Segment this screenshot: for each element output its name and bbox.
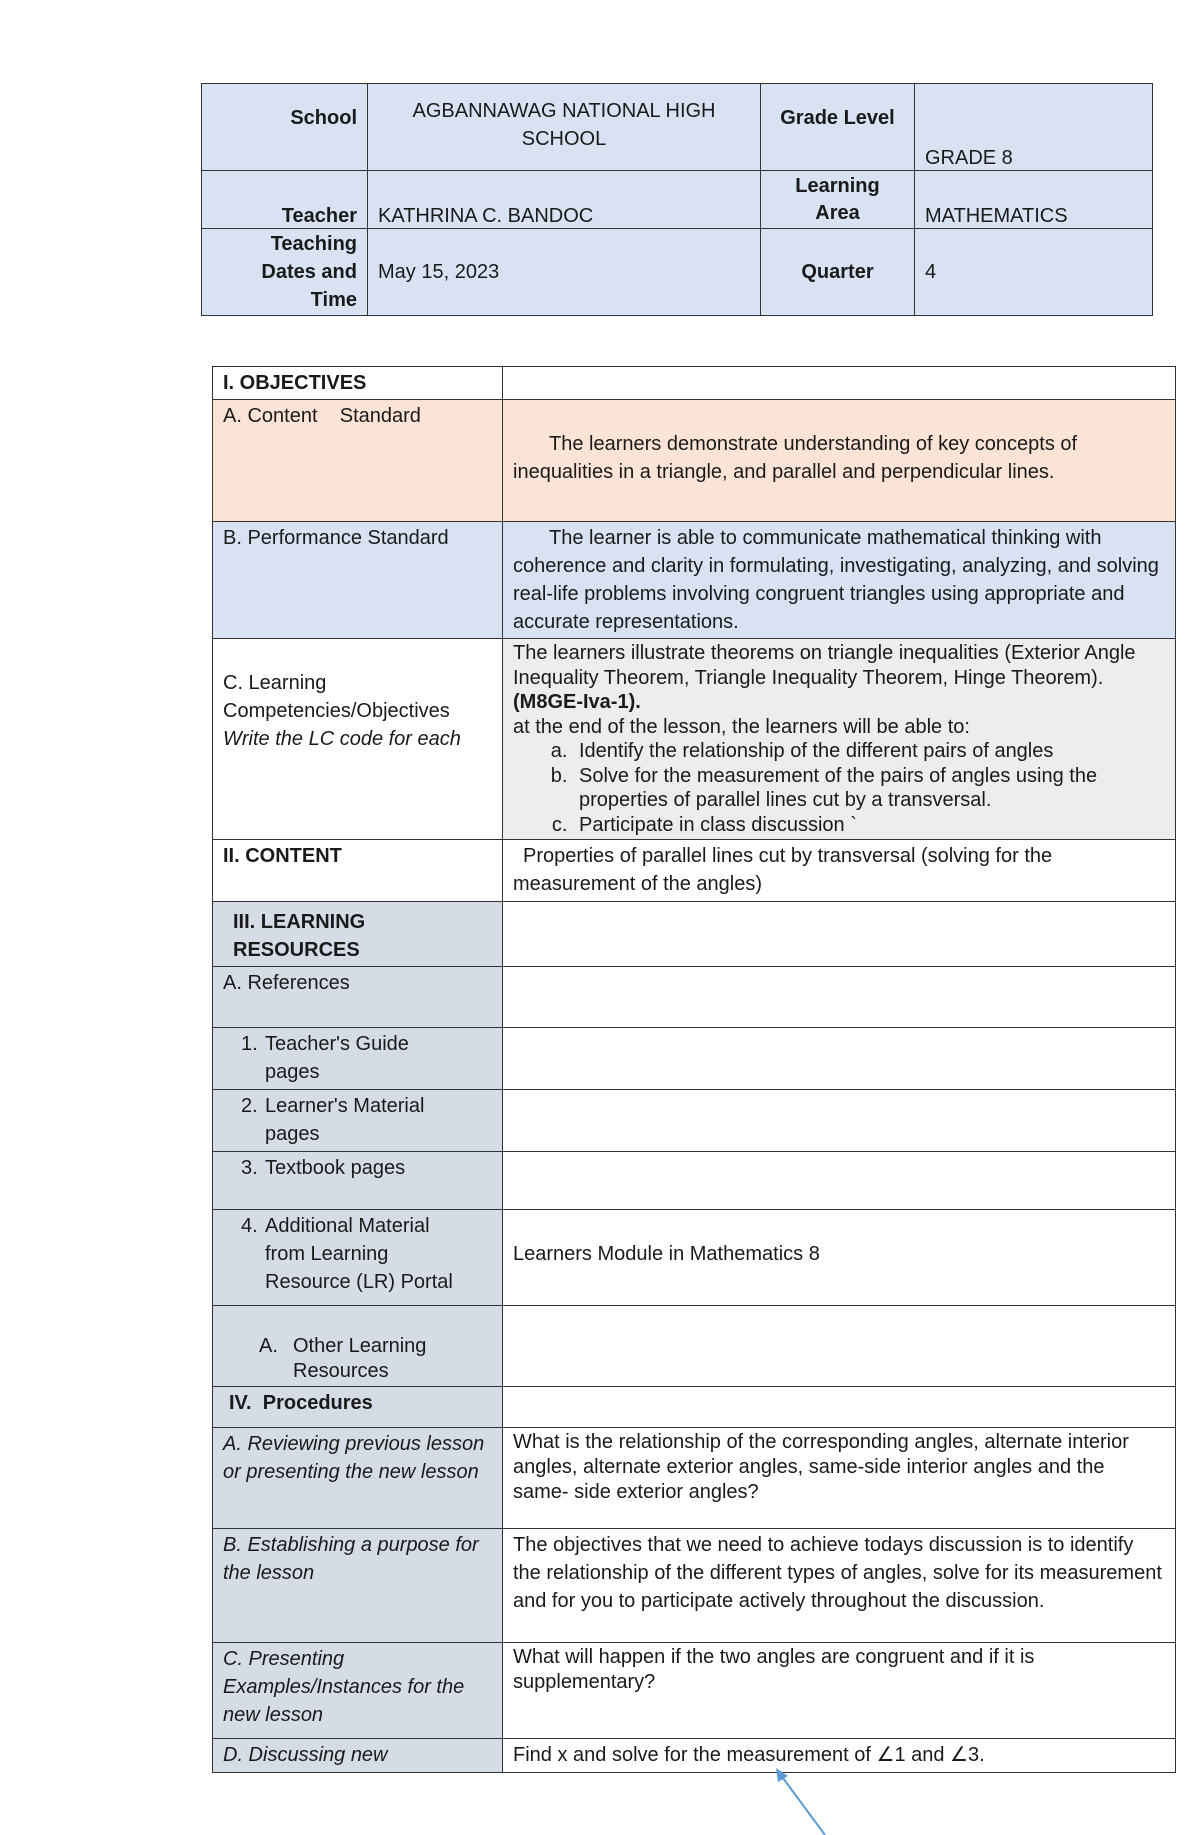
resource-label: Teacher's Guide pages — [265, 1033, 409, 1083]
arrow-head — [776, 1768, 788, 1782]
content-standard-label: A. Content Standard — [213, 400, 503, 522]
resource-label: Additional Material from Learning Resource (LR) Portal — [265, 1215, 453, 1293]
dates-value-cell — [368, 229, 761, 316]
additional-material-value: Learners Module in Mathematics 8 — [513, 1243, 820, 1265]
dates-value: May 15, 2023 — [378, 260, 500, 283]
school-label-cell — [202, 84, 368, 171]
grade-label: Grade Level — [780, 106, 895, 129]
quarter-label: Quarter — [801, 260, 874, 283]
area-label: Learning Area — [795, 174, 880, 224]
procedure-text-reviewing: What is the relationship of the corresponding angles, alternate interior angles, alternate exterior angles, same-side interior angles and the same- side exterior angles? — [503, 1428, 1176, 1529]
resource-label: Textbook pages — [265, 1157, 406, 1179]
performance-standard-label: B. Performance Standard — [213, 522, 503, 639]
procedure-label-discussing: D. Discussing new — [213, 1739, 503, 1773]
procedure-label-examples: C. Presenting Examples/Instances for the new lesson — [213, 1643, 503, 1739]
competencies-text — [513, 641, 1165, 715]
school-label: School — [290, 106, 357, 129]
other-resources-num: A. — [259, 1335, 278, 1357]
competency-item: a. Identify the relationship of the different pairs of angles — [573, 739, 1165, 764]
resource-value — [503, 1028, 1176, 1090]
objectives-empty — [503, 367, 1176, 400]
area-label-cell — [761, 171, 915, 229]
area-value: MATHEMATICS — [925, 205, 1068, 227]
competency-item: c. Participate in class discussion ` — [573, 813, 1165, 838]
resource-num: 4. — [241, 1215, 258, 1237]
procedure-label-purpose: B. Establishing a purpose for the lesson — [213, 1529, 503, 1643]
school-value: AGBANNAWAG NATIONAL HIGH SCHOOL — [412, 100, 716, 150]
competencies-label-cell — [213, 639, 503, 840]
other-resources-label: Other Learning Resources — [293, 1335, 427, 1382]
school-value-cell — [368, 84, 761, 171]
content-text: Properties of parallel lines cut by transversal (solving for the measurement of the angles) — [513, 845, 1053, 895]
lesson-plan-table — [212, 366, 1176, 1773]
competencies-statement: The learners illustrate theorems on triangle inequalities (Exterior Angle Inequality Theorem, Triangle Inequality Theorem, Hinge Theorem). — [513, 642, 1136, 689]
arrow-line — [780, 1774, 825, 1835]
resource-num: 3. — [241, 1157, 258, 1179]
dates-label-cell — [202, 229, 368, 316]
performance-standard-cell — [503, 522, 1176, 639]
other-resources-cell — [213, 1306, 503, 1387]
quarter-value-cell — [915, 229, 1153, 316]
quarter-value: 4 — [925, 260, 937, 283]
competencies-note: Write the LC code for each — [223, 728, 461, 750]
competencies-intro: at the end of the lesson, the learners will be able to: — [513, 715, 970, 738]
teacher-label: Teacher — [281, 205, 357, 227]
competency-item: b. Solve for the measurement of the pairs of angles using the properties of parallel lines cut by a transversal. — [573, 764, 1165, 813]
competencies-list — [513, 739, 1165, 837]
procedure-label-reviewing: A. Reviewing previous lesson or presenting the new lesson — [213, 1428, 503, 1529]
procedure-text-discussing: Find x and solve for the measurement of ∠1 and ∠3. — [503, 1739, 1176, 1773]
references-empty — [503, 967, 1176, 1028]
grade-label-cell — [761, 84, 915, 171]
quarter-label-cell — [761, 229, 915, 316]
arrow-annotation — [760, 1760, 840, 1835]
teacher-label-cell — [202, 171, 368, 229]
other-resources-empty — [503, 1306, 1176, 1387]
resource-label: Learner's Material pages — [265, 1095, 425, 1145]
procedures-heading-cell — [213, 1387, 503, 1428]
resources-heading: III. LEARNING RESOURCES — [233, 911, 366, 961]
resources-empty — [503, 902, 1176, 967]
competencies-cell — [503, 639, 1176, 840]
area-value-cell — [915, 171, 1153, 229]
procedures-heading: IV. Procedures — [229, 1392, 373, 1414]
dates-label: Teaching Dates and Time — [261, 233, 357, 311]
resource-num: 2. — [241, 1095, 258, 1117]
content-standard-value: The learners demonstrate understanding of key concepts of inequalities in a triangle, and parallel and perpendicular lines. — [513, 433, 1078, 483]
performance-standard-value: The learner is able to communicate mathematical thinking with coherence and clarity in formulating, investigating, analyzing, and solving real-life problems involving congruent triangles using appropriate and accurate representations. — [513, 527, 1159, 633]
resource-item-teachers-guide — [213, 1028, 503, 1090]
references-label: A. References — [213, 967, 503, 1028]
resources-heading-cell — [213, 902, 503, 967]
procedure-text-examples: What will happen if the two angles are congruent and if it is supplementary? — [503, 1643, 1176, 1739]
teacher-value-cell — [368, 171, 761, 229]
content-cell — [503, 840, 1176, 902]
teacher-value: KATHRINA C. BANDOC — [378, 205, 594, 227]
resource-item-additional — [213, 1210, 503, 1306]
resource-item-textbook — [213, 1152, 503, 1210]
procedure-text-purpose: The objectives that we need to achieve todays discussion is to identify the relationship of the different types of angles, solve for its measurement and for you to participate actively throughout the discussion. — [503, 1529, 1176, 1643]
competencies-label: C. Learning Competencies/Objectives — [223, 672, 450, 722]
additional-material-cell — [503, 1210, 1176, 1306]
header-table — [201, 83, 1153, 316]
procedures-empty — [503, 1387, 1176, 1428]
objectives-heading: I. OBJECTIVES — [213, 367, 503, 400]
content-heading: II. CONTENT — [213, 840, 503, 902]
resource-item-learners-material — [213, 1090, 503, 1152]
resource-num: 1. — [241, 1033, 258, 1055]
grade-value: GRADE 8 — [925, 147, 1013, 169]
content-standard-text — [503, 400, 1176, 522]
resource-value — [503, 1152, 1176, 1210]
grade-value-cell — [915, 84, 1153, 171]
competencies-code: (M8GE-Iva-1). — [513, 691, 641, 713]
resource-value — [503, 1090, 1176, 1152]
